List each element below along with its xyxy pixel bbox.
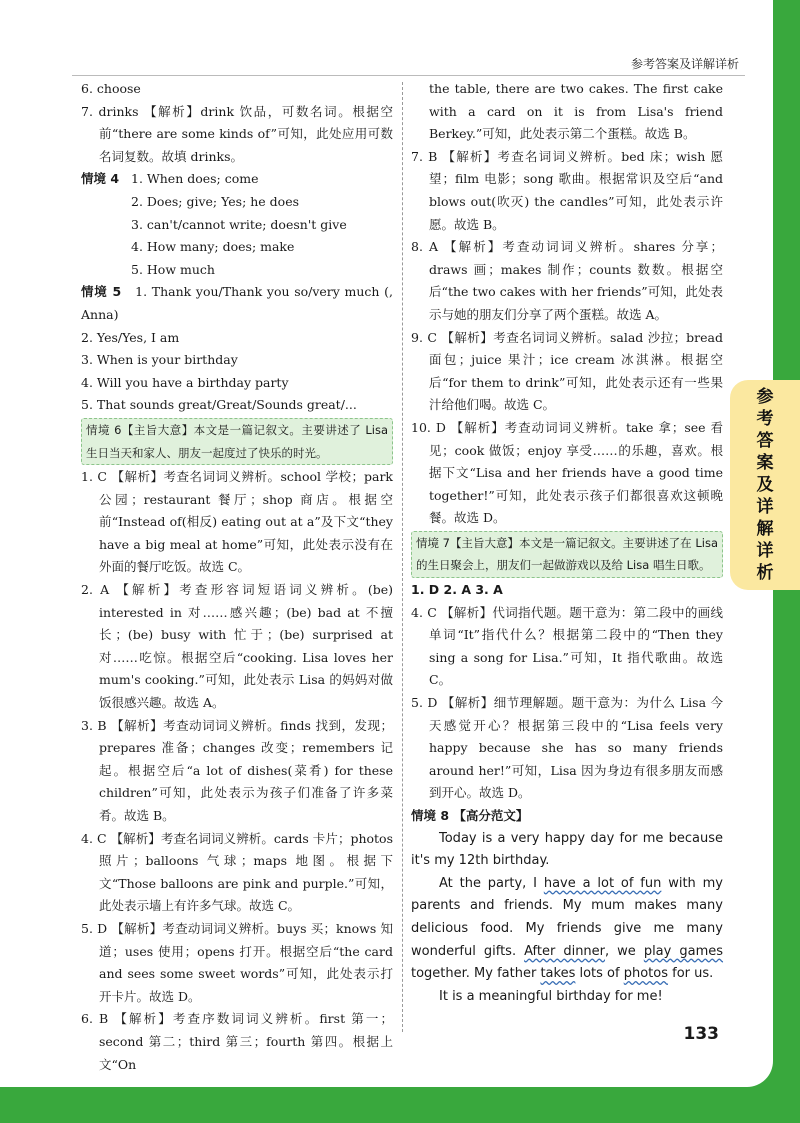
s7-answer-5: 5. D 【解析】细节理解题。题干意为：为什么 Lisa 今天感觉开心？根据第三段中的“Lisa feels very happy because she has so many friends around her!”可知，Lisa 因为身边有很多朋友而感到开心。故选 D。 <box>411 695 723 801</box>
essay-text: for us. <box>668 966 714 982</box>
essay-highlight: photos <box>623 966 669 982</box>
situation-7-summary: 情境 7【主旨大意】本文是一篇记叙文。主要讲述了在 Lisa 的生日聚会上，朋友们一起做游戏以及给 Lisa 唱生日歌。 <box>411 531 723 578</box>
essay-paragraph-2 <box>411 873 723 986</box>
situation-8-label: 情境 8 【高分范文】 <box>411 808 529 823</box>
answer-6: 6. choose <box>81 81 141 96</box>
left-column <box>81 78 393 1076</box>
page-number: 133 <box>683 1024 719 1044</box>
essay-text: with my parents and friends. My mum makes many delicious food. My friends give me many wonderful gifts. <box>411 875 724 959</box>
essay-highlight: takes <box>540 966 576 982</box>
s6-answer-4: 4. C 【解析】考查名词词义辨析。cards 卡片；photos 照片；balloons 气球；maps 地图。根据下文“Those balloons are pink and purple.”可知，此处表示墙上有许多气球。故选 C。 <box>81 830 393 914</box>
side-tab[interactable] <box>730 380 800 590</box>
right-column <box>411 78 723 1008</box>
s6-answer-3: 3. B 【解析】考查动词词义辨析。finds 找到，发现；prepares 准备；changes 改变；remembers 记起。根据空后“a lot of dishes(菜肴) for these children”可知，此处表示为孩子们准备了许多菜肴。故选 B。 <box>81 717 393 823</box>
essay-highlight: After dinner <box>524 943 606 959</box>
s4-item: 3. can't/cannot write; doesn't give <box>131 216 347 232</box>
s6-answer-8: 8. A 【解析】考查动词词义辨析。shares 分享；draws 画；makes 制作；counts 数数。根据空后“the two cakes with her friends”可知，此处表示与她的朋友们分享了两个蛋糕。故选 A。 <box>411 239 723 322</box>
essay-text: together. My father <box>411 966 541 982</box>
s4-item: 4. How many; does; make <box>131 239 295 255</box>
essay-highlight: play games <box>643 943 724 959</box>
s4-item: 1. When does; come <box>131 171 259 187</box>
s7-answer-4: 4. C 【解析】代词指代题。题干意为：第二段中的画线单词“It”指代什么？根据第二段中的“Then they sing a song for Lisa.”可知，It 指代歌曲。故选 C。 <box>411 604 723 688</box>
essay-paragraph-1: Today is a very happy day for me because it's my 12th birthday. <box>411 830 723 869</box>
s6-answer-9: 9. C 【解析】考查名词词义辨析。salad 沙拉；bread 面包；juice 果汁；ice cream 冰淇淋。根据空后“for them to drink”可知，此处表示还有一些果汁给他们喝。故选 C。 <box>411 329 723 413</box>
essay-text: At the party, I <box>439 875 544 891</box>
essay-text: , we <box>605 943 644 959</box>
situation-4 <box>81 168 393 281</box>
s6-answer-1: 1. C 【解析】考查名词词义辨析。school 学校；park 公园；restaurant 餐厅；shop 商店。根据空前“Instead of(相反) eating out at a”及下文“they have a big meal at home”可知，此处表示没有在外面的餐厅吃饭。故选 C。 <box>81 469 393 575</box>
s5-item: 5. That sounds great/Great/Sounds great/... <box>81 397 357 413</box>
situation-6-summary: 情境 6【主旨大意】本文是一篇记叙文。主要讲述了 Lisa 生日当天和家人、朋友一起度过了快乐的时光。 <box>81 418 393 465</box>
header-rule <box>72 75 745 76</box>
essay-text: lots of <box>575 966 624 982</box>
s5-item-1: 1. Thank you/Thank you so/very much (, Anna) <box>81 284 393 322</box>
s6-answer-6: 6. B 【解析】考查序数词词义辨析。first 第一；second 第二；third 第三；fourth 第四。根据上文“On <box>81 1011 393 1072</box>
s4-item: 5. How much <box>131 261 215 277</box>
s6-answer-2: 2. A 【解析】考查形容词短语词义辨析。(be) interested in 对……感兴趣；(be) bad at 不擅长；(be) busy with 忙于；(be) surprised at 对……吃惊。根据空后“cooking. Lisa loves her mum's cooking.”可知，此处表示 Lisa 的妈妈对做饭很感兴趣。故选 A。 <box>81 582 393 711</box>
s4-item: 2. Does; give; Yes; he does <box>131 193 300 209</box>
essay-paragraph-3: It is a meaningful birthday for me! <box>439 988 663 1004</box>
situation-4-label: 情境 4 <box>81 171 120 187</box>
situation-5-first <box>81 281 393 326</box>
essay-highlight: have a lot of fun <box>543 875 662 891</box>
s6-answer-10: 10. D 【解析】考查动词词义辨析。take 拿；see 看见；cook 做饭；enjoy 享受……的乐趣，喜欢。根据下文“Lisa and her friends have a good time together!”可知，此处表示孩子们都很喜欢这顿晚餐。故选 D。 <box>411 419 723 526</box>
situation-5-label: 情境 5 <box>81 284 122 300</box>
s7-answers-1-3: 1. D 2. A 3. A <box>411 582 503 598</box>
side-tab-label: 参考答案及详解详析 <box>756 387 774 583</box>
s5-item: 3. When is your birthday <box>81 352 238 368</box>
page-header: 参考答案及详解详析 <box>630 57 739 71</box>
column-divider <box>402 82 403 1032</box>
answer-7: 7. drinks 【解析】drink 饮品，可数名词。根据空前“there are some kinds of”可知，此处应用可数名词复数。故填 drinks。 <box>81 103 393 164</box>
s6-answer-7: 7. B 【解析】考查名词词义辨析。bed 床；wish 愿望；film 电影；song 歌曲。根据常识及空后“and blows out(吹灭) the candles”可知，此处表示许愿。故选 B。 <box>411 148 723 232</box>
model-essay <box>411 828 723 1009</box>
s6-answer-6-cont: the table, there are two cakes. The first cake with a card on it is from Lisa's friend Berkey.”可知，此处表示第二个蛋糕。故选 B。 <box>429 81 723 142</box>
s6-answer-5: 5. D 【解析】考查动词词义辨析。buys 买；knows 知道；uses 使用；opens 打开。根据空后“the card and sees some sweet words”可知，此处表示打开卡片。故选 D。 <box>81 920 393 1004</box>
s5-item: 2. Yes/Yes, I am <box>81 329 180 345</box>
s5-item: 4. Will you have a birthday party <box>81 374 289 390</box>
